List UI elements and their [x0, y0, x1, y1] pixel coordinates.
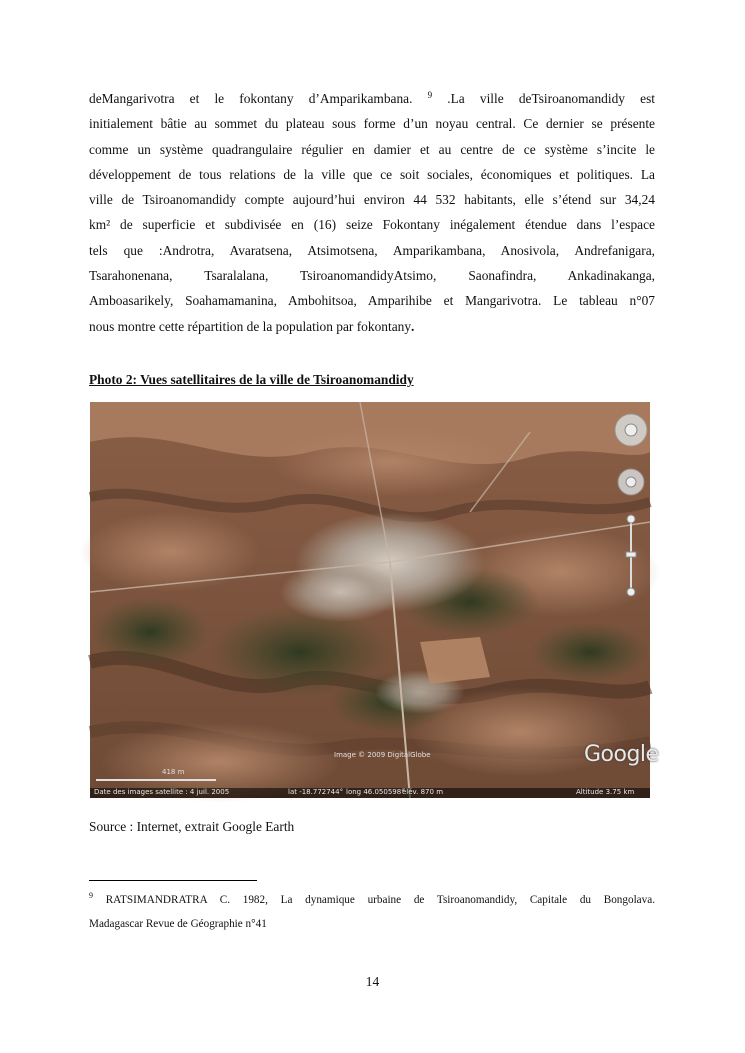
satellite-terrain [90, 402, 650, 798]
scale-label: 418 m [162, 768, 185, 776]
paragraph-line: ville de Tsiroanomandidy compte aujourd’hui environ 44 532 habitants, elle s’étend sur 34,24 [89, 192, 655, 208]
paragraph-line: km² de superficie et subdivisée en (16) seize Fokontany inégalement étendue dans l’espace [89, 217, 655, 233]
paragraph-line: comme un système quadrangulaire régulier en damier et au centre de ce système s’incite le [89, 141, 655, 157]
footnote-divider [89, 880, 257, 881]
footnote-line: $^9$ RATSIMANDRATRA C. 1982, La dynamique urbaine de Tsiroanomandidy, Capitale du Bongolava. [89, 891, 655, 906]
photo-source: Source : Internet, extrait Google Earth [89, 819, 295, 834]
scale-bar [96, 779, 216, 781]
footnote-line: Madagascar Revue de Géographie n°41 [89, 918, 267, 930]
paragraph-line: Amboasarikely, Soahamamanina, Ambohitsoa, Amparihibe et Mangarivotra. Le tableau n°07 [89, 293, 655, 309]
elevation-readout: élév. 870 m [402, 788, 444, 796]
photo-caption: Photo 2: Vues satellitaires de la ville de Tsiroanomandidy [89, 372, 414, 387]
google-logo: Google [584, 742, 659, 767]
paragraph-line: initialement bâtie au sommet du plateau sous forme d’un noyau central. Ce dernier se présente [89, 116, 655, 132]
latitude-readout: lat -18.772744° [288, 788, 344, 796]
imagery-copyright: Image © 2009 DigitalGlobe [334, 751, 431, 759]
altitude-readout: Altitude 3.75 km [576, 788, 635, 796]
body-paragraph [89, 86, 655, 339]
paragraph-line: deMangarivotra et le fokontany d’Amparikambana. $^9$ .La ville deTsiroanomandidy est [89, 90, 655, 106]
footnote-number: 9 [89, 891, 93, 900]
satellite-photo [90, 402, 659, 798]
footnote [89, 888, 655, 936]
page-number: 14 [365, 974, 380, 989]
paragraph-line: tels que :Androtra, Avaratsena, Atsimotsena, Amparikambana, Anosivola, Andrefanigara, [89, 242, 655, 258]
longitude-readout: long 46.050598° [346, 788, 405, 796]
paragraph-line: Tsarahonenana, Tsaralalana, TsiroanomandidyAtsimo, Saonafindra, Ankadinakanga, [89, 268, 655, 284]
imagery-date: Date des images satellite : 4 juil. 2005 [94, 788, 230, 796]
paragraph-line: développement de tous relations de la ville que ce soit sociales, économiques et politiques. La [89, 166, 655, 182]
paragraph-line: nous montre cette répartition de la population par fokontany. [89, 318, 415, 334]
footnote-reference: 9 [427, 90, 433, 100]
